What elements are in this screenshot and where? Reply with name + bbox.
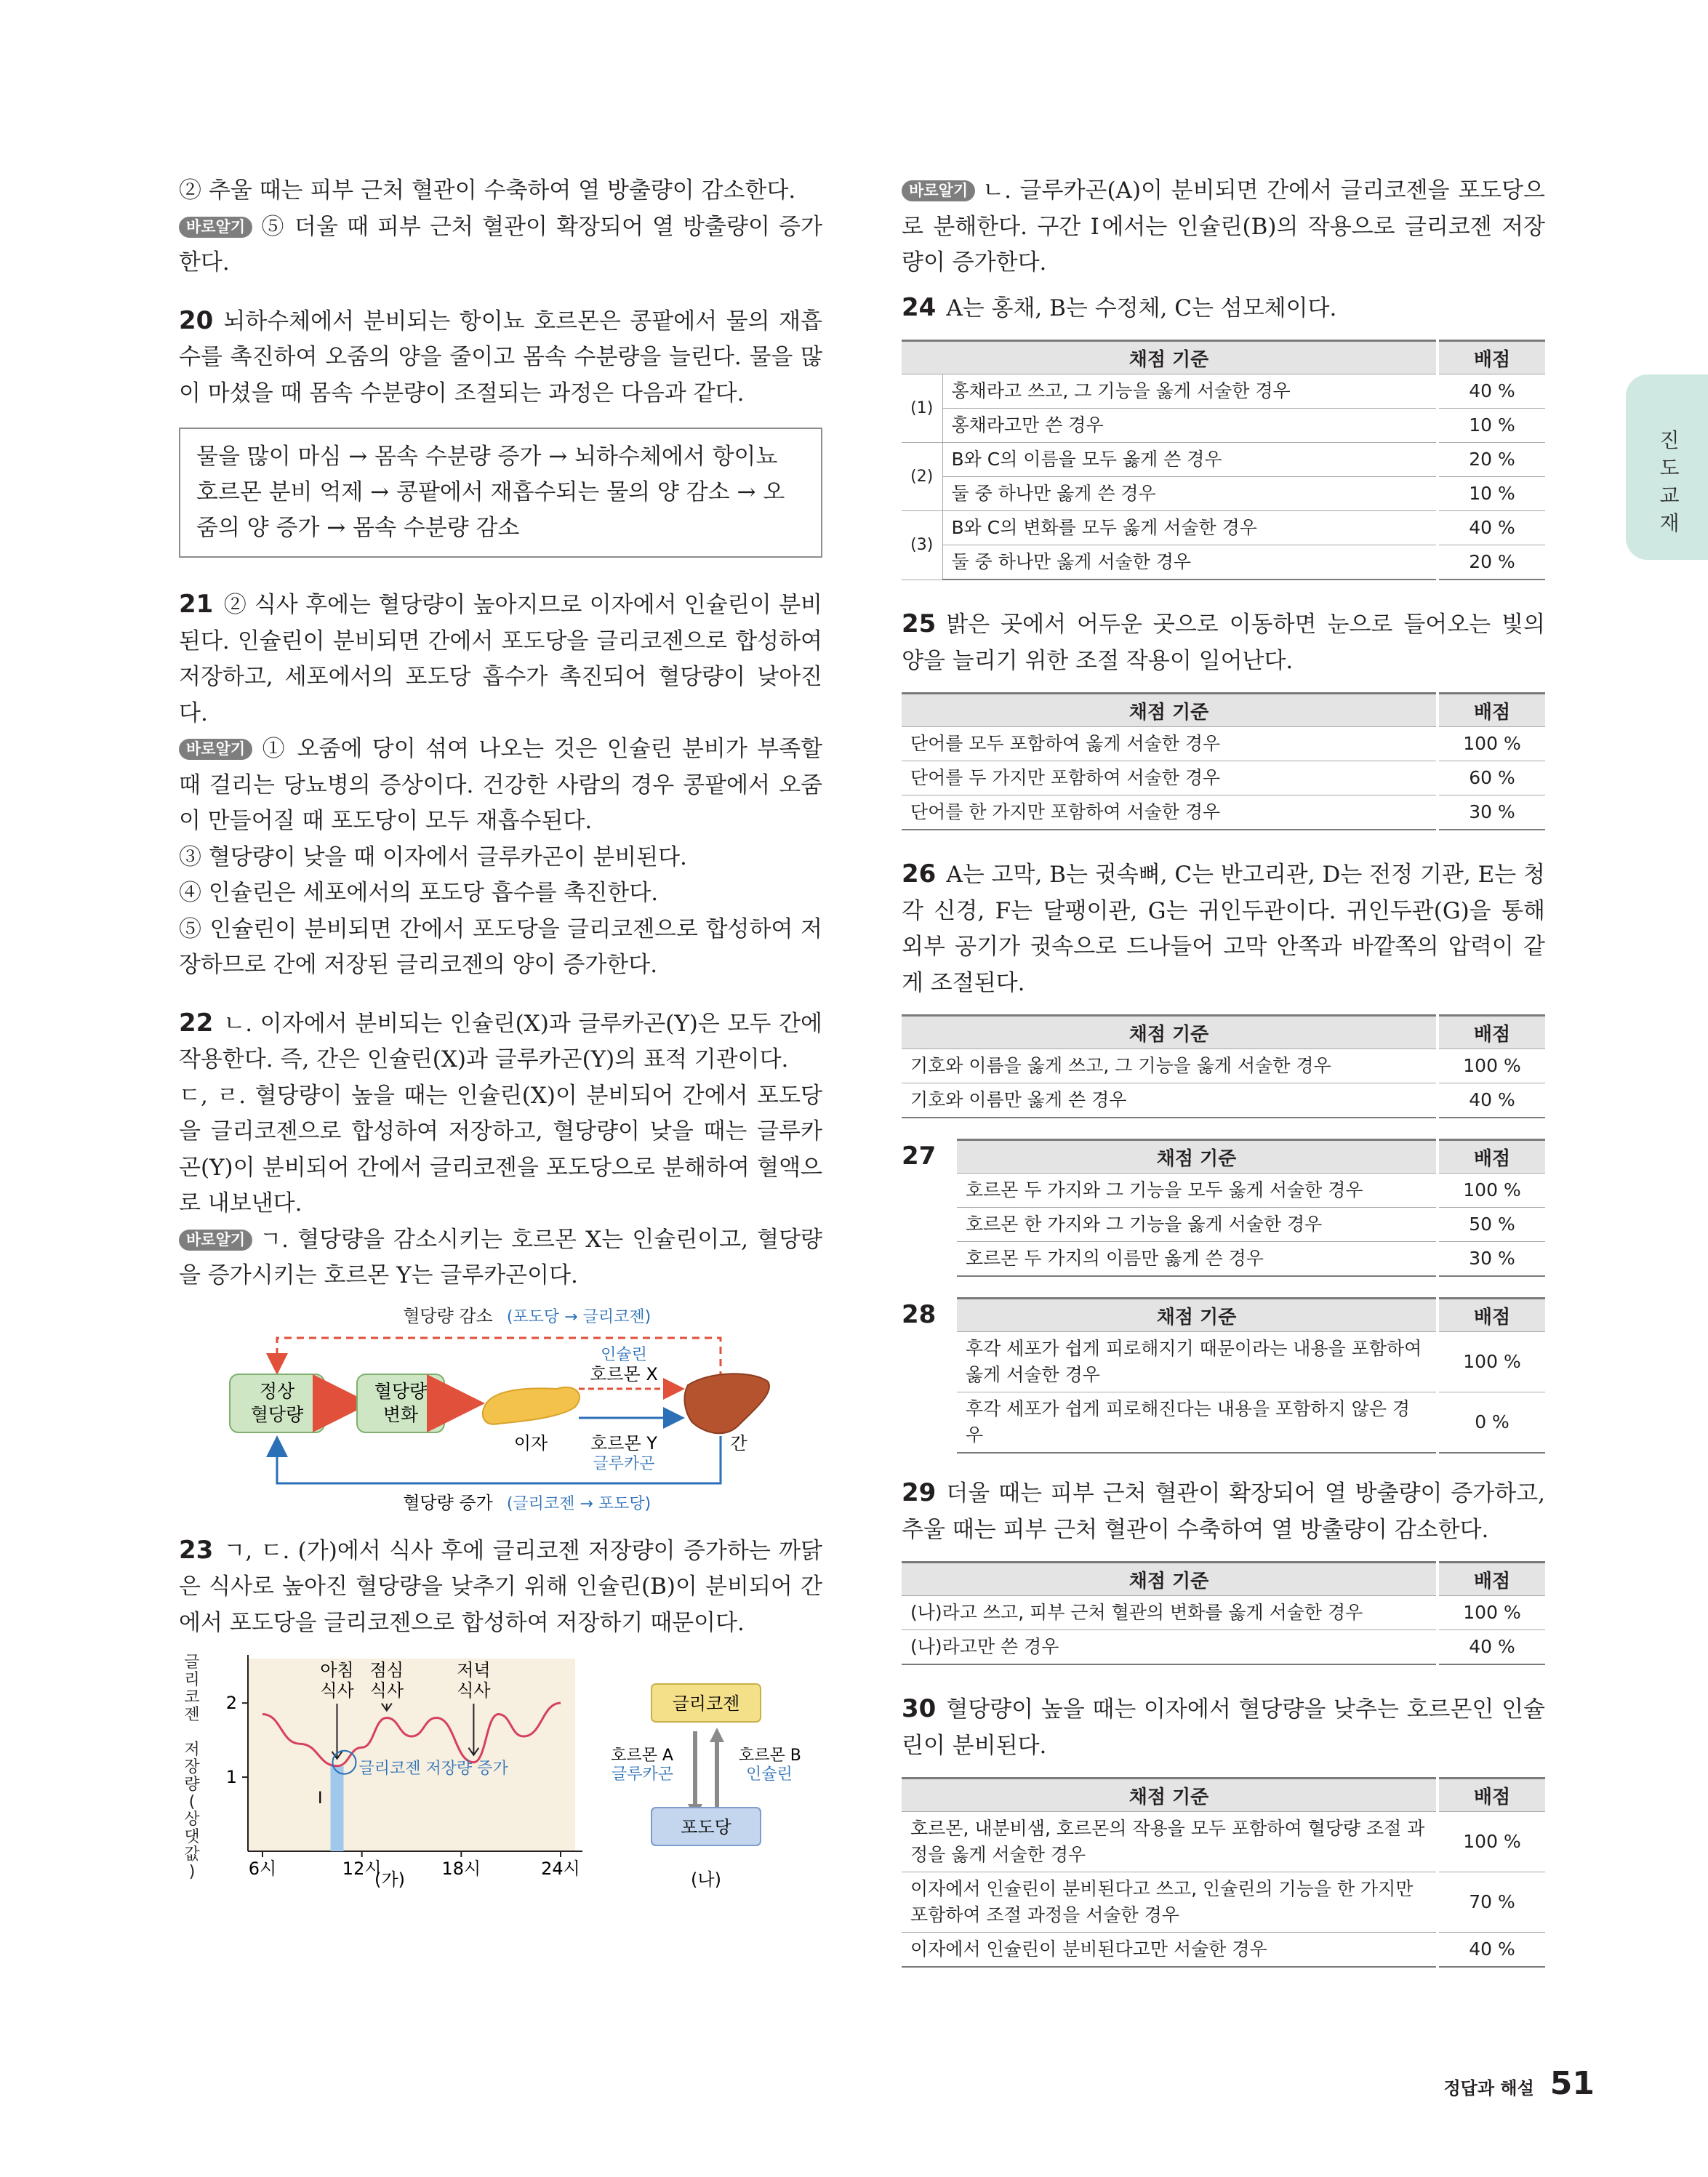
svg-text:상: 상 <box>184 1811 200 1829</box>
q21-item4: ④ 인슐린은 세포에서의 포도당 흡수를 촉진한다. <box>179 880 659 906</box>
x-tick-label: 18시 <box>441 1859 481 1879</box>
meal-dinner: 저녁 식사 <box>457 1660 491 1701</box>
q26-table: 채점 기준 배점 기호와 이름을 옳게 쓰고, 그 기능을 옳게 서술한 경우 100 % 기호와 이름만 옳게 쓴 경우 40 % <box>902 1014 1545 1118</box>
x-tick-label: 24시 <box>541 1859 580 1879</box>
page-footer <box>1443 2065 1595 2102</box>
q21-item5: ⑤ 인슐린이 분비되면 간에서 포도당을 글리코젠으로 합성하여 저장하므로 간에 저장된 글리코젠의 양이 증가한다. <box>179 915 822 978</box>
q28-table: 채점 기준 배점 후각 세포가 쉽게 피로해지기 때문이라는 내용을 포함하여 옳게 서술한 경우 100 % 후각 세포가 쉽게 피로해진다는 내용을 포함하지 않은 경우 0 % <box>957 1297 1545 1454</box>
q25-table: 채점 기준 배점 단어를 모두 포함하여 옳게 서술한 경우 100 % 단어를 두 가지만 포함하여 서술한 경우 60 % 단어를 한 가지만 포함하여 서술한 경우 30 % <box>902 692 1545 830</box>
svg-text:호르몬 X: 호르몬 X <box>590 1363 658 1384</box>
caption-b: (나) <box>691 1869 721 1890</box>
ylabel <box>184 1653 200 1881</box>
svg-text:글루카곤: 글루카곤 <box>593 1454 655 1473</box>
interval-label: Ⅰ <box>318 1789 323 1808</box>
q29-answer: 29 더울 때는 피부 근처 혈관이 확장되어 열 방출량이 증가하고, 추울 때는 피부 근처 혈관이 수축하여 열 방출량이 감소한다. <box>902 1478 1545 1543</box>
svg-text:글루카곤: 글루카곤 <box>611 1765 673 1784</box>
svg-text:간: 간 <box>730 1432 747 1454</box>
svg-text:글: 글 <box>184 1653 200 1672</box>
footer-label: 정답과 해설 <box>1443 2078 1534 2098</box>
svg-text:혈당량: 혈당량 <box>374 1380 428 1402</box>
blood-sugar-diagram <box>179 1302 822 1520</box>
y-tick-2: 2 <box>225 1693 237 1714</box>
decrease-paren: (포도당 → 글리코젠) <box>506 1307 651 1326</box>
svg-text:글리코젠: 글리코젠 <box>672 1693 740 1714</box>
page-number: 51 <box>1549 2065 1595 2102</box>
q22-answer-2: ㄷ, ㄹ. 혈당량이 높을 때는 인슐린(X)이 분비되어 간에서 포도당을 글리코젠으로 합성하여 저장하고, 혈당량이 낮을 때는 글루카곤(Y)이 분비되어 간에서 글리코젠을 포도당으로 분해하여 혈액으로 내보낸다. <box>179 1082 822 1216</box>
liver-icon <box>684 1374 769 1433</box>
chart-annotation: 글리코젠 저장량 증가 <box>358 1759 508 1778</box>
pancreas-icon <box>483 1387 580 1424</box>
y-tick-1: 1 <box>225 1767 237 1788</box>
q22-fix: 바로알기 ㄱ. 혈당량을 감소시키는 호르몬 X는 인슐린이고, 혈당량을 증가시키는 호르몬 Y는 글루카곤이다. <box>179 1226 822 1288</box>
side-tab-label: 진도 교재 <box>1659 428 1680 535</box>
svg-text:변화: 변화 <box>382 1403 419 1425</box>
svg-text:정상: 정상 <box>259 1380 295 1402</box>
svg-text:장: 장 <box>184 1758 200 1776</box>
decrease-label: 혈당량 감소 <box>403 1305 493 1326</box>
meal-lunch: 점심 식사 <box>369 1660 404 1701</box>
q20-process-box: 물을 많이 마심 → 몸속 수분량 증가 → 뇌하수체에서 항이뇨 호르몬 분비 억제 → 콩팥에서 재흡수되는 물의 양 감소 → 오줌의 양 증가 → 몸속 수분량 감소 <box>179 428 822 558</box>
q29-table: 채점 기준 배점 (나)라고 쓰고, 피부 근처 혈관의 변화를 옳게 서술한 경우 100 % (나)라고만 쓴 경우 40 % <box>902 1561 1545 1665</box>
svg-text:포도당: 포도당 <box>681 1817 731 1837</box>
q19-answer: ② 추울 때는 피부 근처 혈관이 수축하여 열 방출량이 감소한다. <box>179 177 796 204</box>
svg-text:(글리코젠 → 포도당): (글리코젠 → 포도당) <box>506 1494 651 1513</box>
q21-answer: 21 ② 식사 후에는 혈당량이 높아지므로 이자에서 인슐린이 분비된다. 인슐린이 분비되면 간에서 포도당을 글리코젠으로 합성하여 저장하고, 세포에서의 포도당 흡수가 촉진되어 혈당량이 낮아진다. <box>179 590 822 726</box>
q30-table: 채점 기준 배점 호르몬, 내분비샘, 호르몬의 작용을 모두 포함하여 혈당량 조절 과정을 옳게 서술한 경우 100 % 이자에서 인슐린이 분비된다고 쓰고, 인슐린의 기능을 한 가지만 포함하여 조절 과정을 서술한 경우 70 % 이자에서 인슐린이 분비된다고만 서술한 경우 40 % <box>902 1777 1545 1968</box>
svg-text:이자: 이자 <box>513 1432 548 1454</box>
caption-a: (가) <box>374 1869 405 1890</box>
meal-breakfast: 아침 식사 <box>320 1660 354 1701</box>
q23-fix: 바로알기 ㄴ. 글루카곤(A)이 분비되면 간에서 글리코젠을 포도당으로 분해한다. 구간 Ⅰ에서는 인슐린(B)의 작용으로 글리코젠 저장량이 증가한다. <box>902 177 1545 276</box>
svg-text:저: 저 <box>184 1741 200 1759</box>
q27-table: 채점 기준 배점 호르몬 두 가지와 그 기능을 모두 옳게 서술한 경우 100 % 호르몬 한 가지와 그 기능을 옳게 서술한 경우 50 % 호르몬 두 가지의 이름만 옳게 쓴 경우 30 % <box>957 1139 1545 1277</box>
svg-text:(: ( <box>188 1793 196 1811</box>
q28-block: 28 채점 기준 배점 후각 세포가 쉽게 피로해지기 때문이라는 내용을 포함하여 옳게 서술한 경우 100 % 후각 세포가 쉽게 피로해진다는 내용을 포함하지 않은 경우 0 % <box>902 1297 1545 1454</box>
interval-I <box>331 1766 344 1851</box>
q23-answer: 23 ㄱ, ㄷ. (가)에서 식사 후에 글리코젠 저장량이 증가하는 까닭은 식사로 높아진 혈당량을 낮추기 위해 인슐린(B)이 분비되어 간에서 포도당을 글리코젠으로 합성하여 저장하기 때문이다. <box>179 1535 822 1636</box>
q24-answer: 24 A는 홍채, B는 수정체, C는 섬모체이다. <box>902 292 1337 322</box>
svg-text:): ) <box>188 1863 196 1881</box>
glycogen-figure <box>179 1651 822 1891</box>
side-tab[interactable] <box>1626 374 1708 560</box>
right-column <box>902 173 1545 1968</box>
svg-text:댓: 댓 <box>184 1828 200 1846</box>
q19-fix: 바로알기 ⑤ 더울 때 피부 근처 혈관이 확장되어 열 방출량이 증가한다. <box>179 213 822 276</box>
q24-table: 채점 기준 배점 (1) 홍채라고 쓰고, 그 기능을 옳게 서술한 경우 40 % 홍채라고만 쓴 경우 10 % (2) B와 C의 이름을 모두 옳게 쓴 경우 20 % 둘 중 하나만 옳게 쓴 경우 10 % (3) B와 C의 변화를 모두 옳게 서술한 경우 40 % 둘 중 하나만 옳게 서술한 경우 20 % <box>902 340 1545 580</box>
fix-badge: 바로알기 <box>179 217 252 238</box>
q21-item3: ③ 혈당량이 낮을 때 이자에서 글루카곤이 분비된다. <box>179 843 687 870</box>
q20-answer: 20 뇌하수체에서 분비되는 항이뇨 호르몬은 콩팥에서 물의 재흡수를 촉진하여 오줌의 양을 줄이고 몸속 수분량을 늘린다. 물을 많이 마셨을 때 몸속 수분량이 조절되는 과정은 다음과 같다. <box>179 305 822 406</box>
chart-background <box>248 1659 575 1851</box>
svg-text:인슐린: 인슐린 <box>601 1345 647 1364</box>
svg-text:량: 량 <box>184 1776 200 1794</box>
svg-text:리: 리 <box>184 1671 200 1689</box>
svg-text:호르몬 Y: 호르몬 Y <box>590 1432 657 1454</box>
svg-text:혈당량: 혈당량 <box>250 1403 304 1425</box>
x-tick-label: 12시 <box>342 1859 382 1879</box>
svg-text:호르몬 B: 호르몬 B <box>739 1747 801 1765</box>
q27-block: 27 채점 기준 배점 호르몬 두 가지와 그 기능을 모두 옳게 서술한 경우 100 % 호르몬 한 가지와 그 기능을 옳게 서술한 경우 50 % 호르몬 두 가지의 이름만 옳게 쓴 경우 30 % <box>902 1139 1545 1277</box>
svg-text:혈당량 증가: 혈당량 증가 <box>403 1492 493 1513</box>
left-column <box>179 173 822 1894</box>
svg-text:젠: 젠 <box>184 1706 200 1724</box>
q25-answer: 25 밝은 곳에서 어두운 곳으로 이동하면 눈으로 들어오는 빛의 양을 늘리기 위한 조절 작용이 일어난다. <box>902 609 1545 674</box>
svg-text:호르몬 A: 호르몬 A <box>611 1747 673 1765</box>
svg-text:인슐린: 인슐린 <box>746 1765 793 1784</box>
x-tick-label: 6시 <box>248 1859 277 1879</box>
q22-answer: 22 ㄴ. 이자에서 분비되는 인슐린(X)과 글루카곤(Y)은 모두 간에 작용한다. 즉, 간은 인슐린(X)과 글루카곤(Y)의 표적 기관이다. <box>179 1008 822 1073</box>
q30-answer: 30 혈당량이 높을 때는 이자에서 혈당량을 낮추는 호르몬인 인슐린이 분비된다. <box>902 1694 1545 1759</box>
q26-answer: 26 A는 고막, B는 귓속뼈, C는 반고리관, D는 전정 기관, E는 청각 신경, F는 달팽이관, G는 귀인두관이다. 귀인두관(G)을 통해 외부 공기가 귓속으로 드나들어 고막 안쪽과 바깥쪽의 압력이 같게 조절된다. <box>902 859 1545 996</box>
q21-fix: 바로알기 ① 오줌에 당이 섞여 나오는 것은 인슐린 분비가 부족할 때 걸리는 당뇨병의 증상이다. 건강한 사람의 경우 콩팥에서 오줌이 만들어질 때 포도당이 모두 재흡수된다. <box>179 736 822 834</box>
svg-text:코: 코 <box>184 1688 200 1707</box>
svg-text:값: 값 <box>184 1845 200 1864</box>
